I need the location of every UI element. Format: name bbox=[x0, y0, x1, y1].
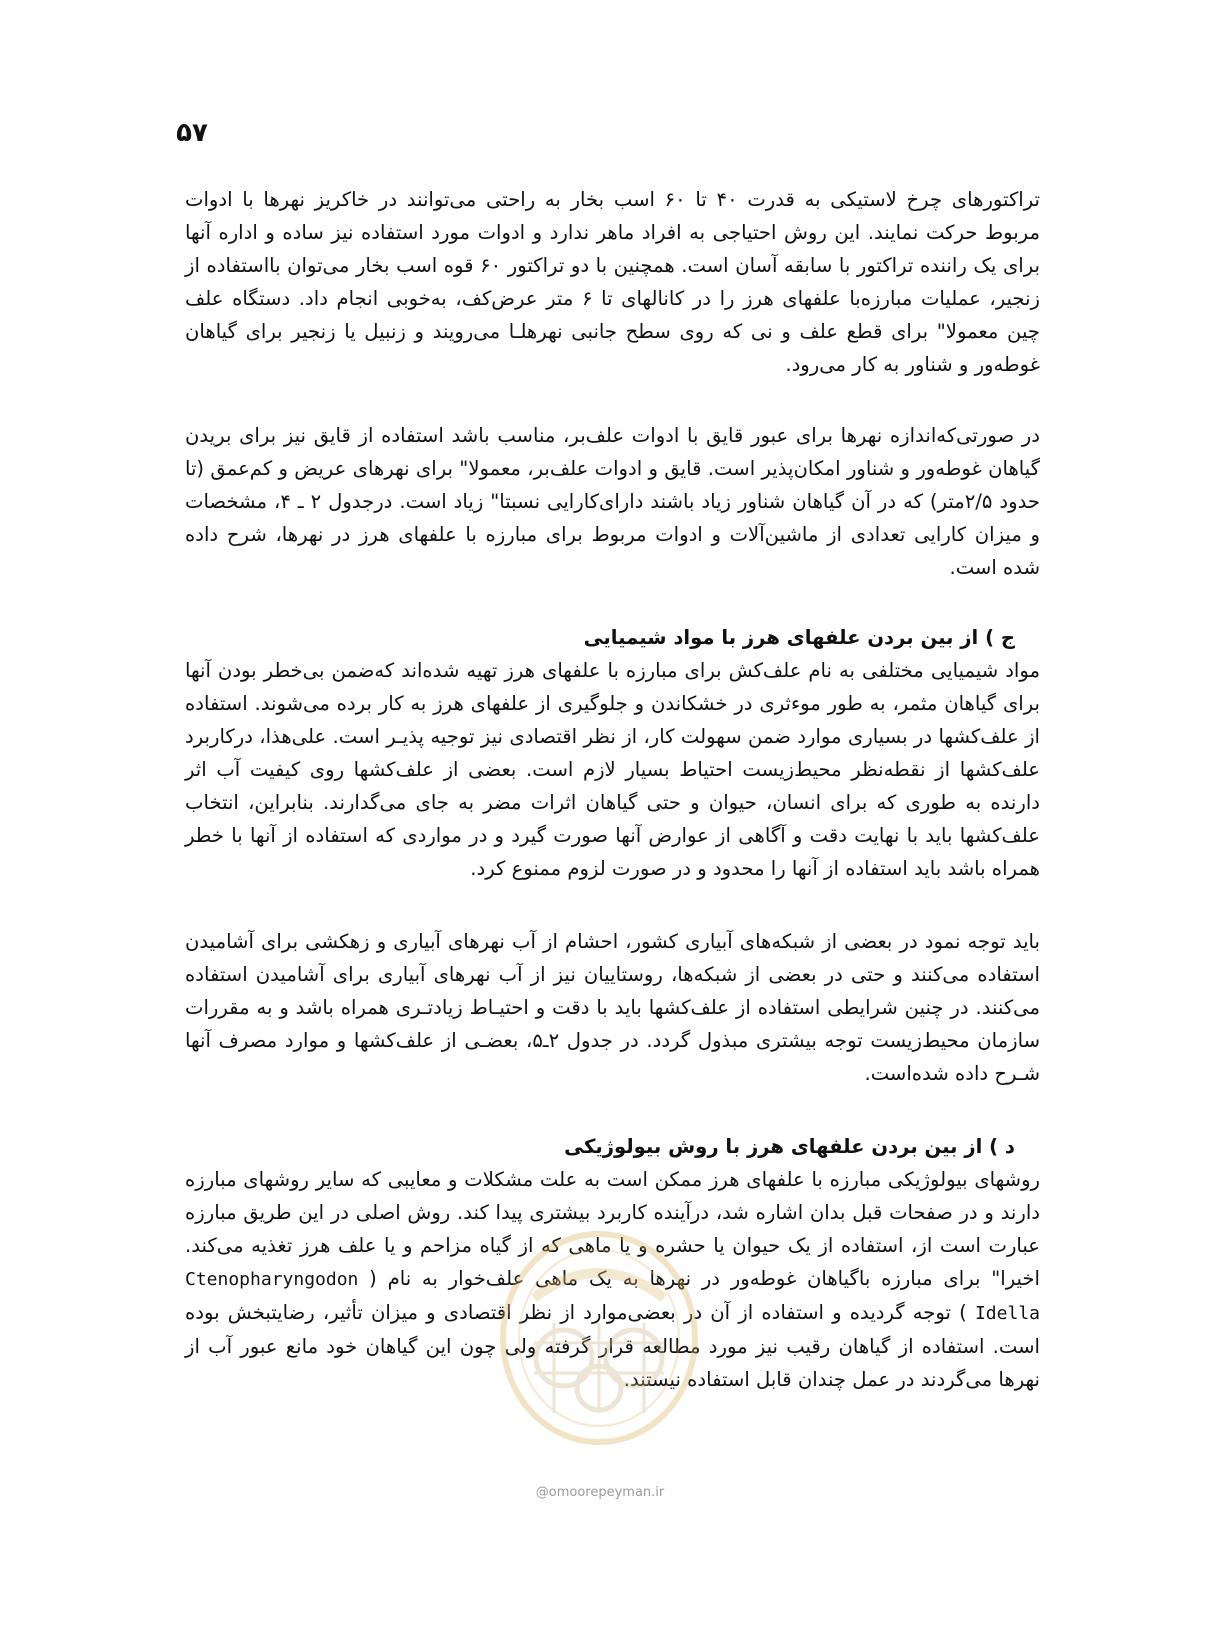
heading-biological-control: د ) از بین بردن علفهای هرز با روش بیولوژیکی bbox=[564, 1135, 1015, 1158]
paragraph-tractors: تراکتورهای چرخ لاستیکی به قدرت ۴۰ تا ۶۰ اسب بخار به راحتی می‌توانند در خاکریز نهرها با ادوات مربوط حرکت نمایند. این روش احتیاجی به افراد ماهر ندارد و ادوات مورد استفاده نیز ساده و اداره آنها برای یک راننده تراکتور با سابقه آسان است. همچنین با دو تراکتور ۶۰ قوه اسب بخار می‌توان بااستفاده از زنجیر، عملیات مبارزه‌با علفهای هرز را در کانالهای تا ۶ متر عرض‌کف، به‌خوبی انجام داد. دستگاه علف چین معمولا" برای قطع علف و نی که روی سطح جانبی نهرهلـا می‌رویند و زنبیل یا زنجیر برای گیاهان غوطه‌ور و شناور به کار می‌رود. bbox=[185, 188, 1040, 376]
paragraph-herbicides: مواد شیمیایی مختلفی به نام علف‌کش برای مبارزه با علفهای هرز تهیه شده‌اند که‌ضمن بی‌خطر بودن آنها برای گیاهان مثمر، به طور موءثری در خشکاندن و جلوگیری از علفهای هرز به کار برده می‌شوند. استفاده از علف‌کشها در بسیاری موارد ضمن سهولت کار، از نظر اقتصادی نیز توجیه پذیـر است. علی‌هذا، درکاربرد علف‌کشها از نقطه‌نظر محیط‌زیست احتیاط بسیار لازم است. بعضی از علف‌کشها روی کیفیت آب اثر دارنده به طوری که برای انسان، حیوان و حتی گیاهان اثرات مضر به جای می‌گدارند. بنابراین، انتخاب علف‌کشها باید با نهایت دقت و آگاهی از عوارض آنها صورت گیرد و در مواردی که استفاده از آنها با خطر همراه باشد باید استفاده از آنها را محدود و در صورت لزوم ممنوع کرد. bbox=[185, 659, 1040, 880]
paragraph-boats: در صورتی‌که‌اندازه نهرها برای عبور قایق با ادوات علف‌بر، مناسب باشد استفاده از قایق نیز برای بریدن گیاهان غوطه‌ور و شناور امکان‌پذیر است. قایق و ادوات علف‌بر، معمولا" برای نهرهای عریض و کم‌عمق (تا حدود ۲/۵متر) که در آن گیاهان شناور زیاد باشند دارای‌کارایی نسبتا" زیاد است. درجدول ۲ ـ ۴، مشخصات و میزان کارایی تعدادی از ماشین‌آلات و ادوات مربوط برای مبارزه با علفهای هرز در نهرها، شرح داده شده است. bbox=[185, 424, 1040, 579]
species-name: Ctenopharyngodon Idella bbox=[185, 1269, 1040, 1324]
heading-chemical-control: ج ) از بین بردن علفهای هرز با مواد شیمیایی bbox=[583, 626, 1015, 649]
paragraph-biological-methods bbox=[185, 1163, 1040, 1396]
biological-text-end: ) توجه گردیده و استفاده از آن در بعضی‌موارد از نظر اقتصادی و میزان تأثیر، رضایتبخش بوده است. استفاده از گیاهان رقیب نیز مورد مطالعه قرار گرفته ولی چون این گیاهان خود مانع عبور آب از نهرها می‌گردند در عمل چندان قابل استفاده نیستند. bbox=[185, 1301, 1040, 1391]
page-number: ۵۷ bbox=[176, 118, 208, 148]
page-body bbox=[185, 183, 1040, 1396]
paragraph-irrigation-networks: باید توجه نمود در بعضی از شبکه‌های آبیاری کشور، احشام از آب نهرهای آبیاری و زهکشی برای آشامیدن استفاده می‌کنند و حتی در بعضی از شبکه‌ها، روستاییان نیز از آب نهرهای آبیاری برای آشامیدن استفاده می‌کنند. در چنین شرایطی استفاده از علف‌کشها باید با دقت و احتیـاط زیادتـری همراه باشد و به مقررات سازمان محیط‌زیست توجه بیشتری مبذول گردد. در جدول ۲ـ۵، بعضـی از علف‌کشها و موارد مصرف آنها شـرح داده شده‌است. bbox=[185, 930, 1040, 1085]
biological-text-start: روشهای بیولوژیکی مبارزه با علفهای هرز ممکن است به علت مشکلات و معایبی که سایر روشهای مبارزه دارند و در صفحات قبل بدان اشاره شد، درآینده کاربرد بیشتری پیدا کند. روش اصلی در این طریق مبارزه عبارت است از، استفاده از یک حیوان یا حشره و یا ماهی که از گیاه مزاحم و یا علف هرز تغذیه می‌کند. اخیرا" برای مبارزه باگیاهان غوطه‌ور در نهرها به یک ماهی علف‌خوار به نام ( bbox=[185, 1168, 1040, 1290]
watermark-text: @omoorepeyman.ir bbox=[535, 1485, 665, 1500]
